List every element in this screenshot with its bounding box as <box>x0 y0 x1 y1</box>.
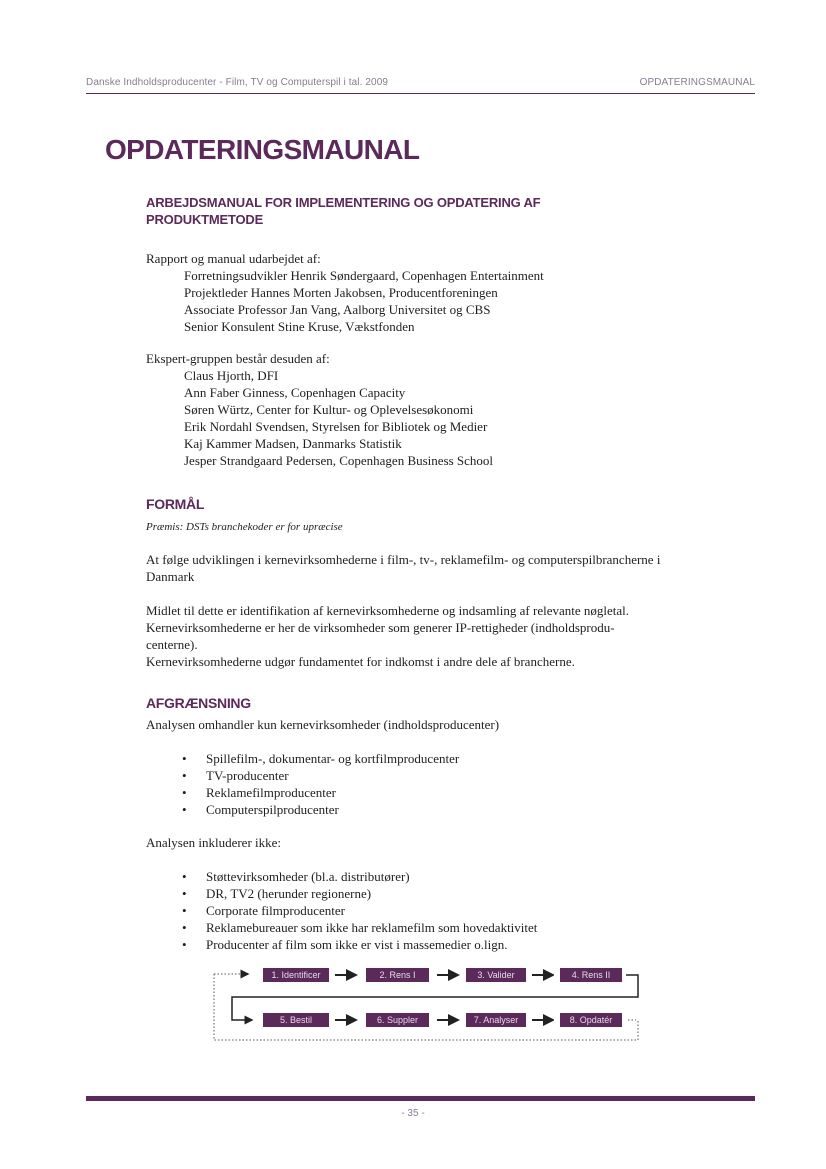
list-item: • Corporate filmproducenter <box>182 902 702 919</box>
section-heading-formaal: FORMÅL <box>146 496 205 512</box>
expert-line: Kaj Kammer Madsen, Danmarks Statistik <box>184 436 402 451</box>
list-item: • Reklamefilmproducenter <box>182 784 682 801</box>
formaal-line: Kernevirksomhederne udgør fundamentet for indkomst i andre dele af brancherne. <box>146 654 575 669</box>
running-header-left: Danske Indholdsproducenter - Film, TV og Computerspil i tal. 2009 <box>86 77 389 88</box>
flow-step-8: 8. Opdatér <box>560 1013 622 1027</box>
afgraensning-intro: Analysen omhandler kun kernevirksomheder (indholdsproducenter) <box>146 717 500 732</box>
authors-block <box>146 250 746 335</box>
flow-step-6: 6. Suppler <box>366 1013 429 1027</box>
author-line: Projektleder Hannes Morten Jakobsen, Producentforeningen <box>184 285 498 300</box>
flow-step-3: 3. Valider <box>466 968 526 982</box>
formaal-paragraph-2 <box>146 602 746 670</box>
expert-line: Ann Faber Ginness, Copenhagen Capacity <box>184 385 406 400</box>
list-item: • DR, TV2 (herunder regionerne) <box>182 885 702 902</box>
experts-intro: Ekspert-gruppen består desuden af: <box>146 351 330 366</box>
expert-line: Erik Nordahl Svendsen, Styrelsen for Bibliotek og Medier <box>184 419 488 434</box>
list-item: • Støttevirksomheder (bl.a. distributører) <box>182 868 702 885</box>
page-subtitle: ARBEJDSMANUAL FOR IMPLEMENTERING OG OPDATERING AF PRODUKTMETODE <box>146 195 541 227</box>
page-number: - 35 - <box>401 1108 425 1119</box>
excluded-list <box>182 868 702 953</box>
formaal-line: centerne). <box>146 637 198 652</box>
author-line: Associate Professor Jan Vang, Aalborg Universitet og CBS <box>184 302 491 317</box>
experts-block <box>146 350 746 469</box>
list-item: • Producenter af film som ikke er vist i massemedier o.lign. <box>182 936 702 953</box>
footer-rule <box>86 1096 755 1101</box>
header-rule <box>86 93 755 94</box>
authors-intro: Rapport og manual udarbejdet af: <box>146 251 321 266</box>
excluded-intro: Analysen inkluderer ikke: <box>146 835 282 850</box>
page-title: OPDATERINGSMAUNAL <box>105 134 420 165</box>
formaal-line: Kernevirksomhederne er her de virksomheder som generer IP-rettigheder (indholdsprodu- <box>146 620 615 635</box>
included-list <box>182 750 682 818</box>
expert-line: Søren Würtz, Center for Kultur- og Oplevelsesøkonomi <box>184 402 474 417</box>
author-line: Forretningsudvikler Henrik Søndergaard, Copenhagen Entertainment <box>184 268 544 283</box>
flow-step-7: 7. Analyser <box>466 1013 526 1027</box>
list-item: • TV-producenter <box>182 767 682 784</box>
formaal-paragraph-1: At følge udviklingen i kernevirksomhederne i film-, tv-, reklamefilm- og computerspilbrancherne i Danmark <box>146 552 661 584</box>
section-heading-afgraensning: AFGRÆNSNING <box>146 695 251 711</box>
flow-step-5: 5. Bestil <box>263 1013 329 1027</box>
flow-step-2: 2. Rens I <box>366 968 429 982</box>
list-item: • Spillefilm-, dokumentar- og kortfilmproducenter <box>182 750 682 767</box>
flow-step-1: 1. Identificer <box>263 968 329 982</box>
list-item: • Computerspilproducenter <box>182 801 682 818</box>
expert-line: Claus Hjorth, DFI <box>184 368 279 383</box>
author-line: Senior Konsulent Stine Kruse, Vækstfonden <box>184 319 415 334</box>
running-header-right: OPDATERINGSMAUNAL <box>639 77 755 88</box>
expert-line: Jesper Strandgaard Pedersen, Copenhagen Business School <box>184 453 494 468</box>
list-item: • Reklamebureauer som ikke har reklamefilm som hovedaktivitet <box>182 919 702 936</box>
flow-step-4: 4. Rens II <box>560 968 622 982</box>
formaal-premise: Præmis: DSTs branchekoder er for upræcise <box>146 521 343 533</box>
formaal-line: Midlet til dette er identifikation af kernevirksomhederne og indsamling af relevante nøgletal. <box>146 603 630 618</box>
